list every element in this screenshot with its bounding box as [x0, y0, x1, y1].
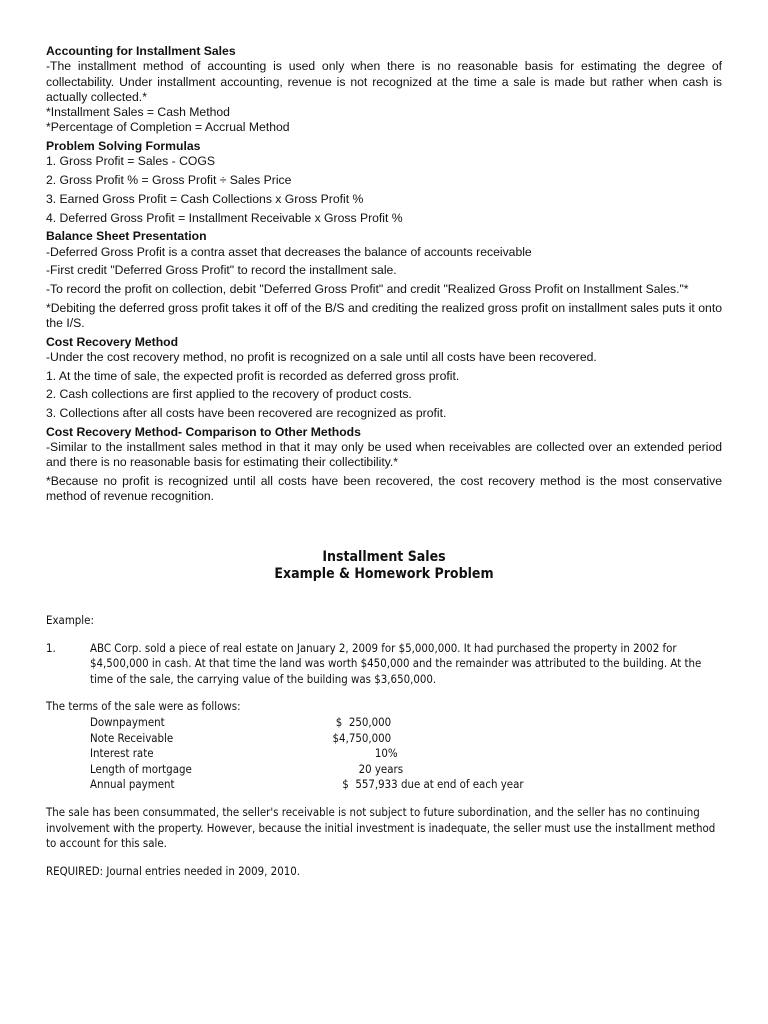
closing-paragraph: The sale has been consummated, the seller's receivable is not subject to future subordination, and the seller has no continuing involvement with the property. However, because the initial investment is inadequate, the seller must use the installment method to account for this sale.	[46, 804, 716, 851]
line: -Under the cost recovery method, no profit is recognized on a sale until all costs have been recovered.	[46, 349, 597, 364]
formula-4: 4. Deferred Gross Profit = Installment Receivable x Gross Profit %	[46, 210, 403, 225]
formula-1: 1. Gross Profit = Sales - COGS	[46, 154, 215, 169]
term-row-length-of-mortgage	[90, 762, 722, 778]
heading-installment-sales: Accounting for Installment Sales	[46, 44, 236, 58]
term-value: 10%	[300, 746, 398, 761]
line: -To record the profit on collection, debit "Deferred Gross Profit" and credit "Realized Gross Profit on Installment Sales."*	[46, 281, 689, 296]
heading-balance-sheet-presentation: Balance Sheet Presentation	[46, 229, 207, 244]
line: 3. Collections after all costs have been recovered are recognized as profit.	[46, 405, 447, 420]
section-title: Installment Sales	[322, 549, 446, 565]
example-label: Example:	[46, 613, 94, 627]
paragraph: *Debiting the deferred gross profit takes it off of the B/S and crediting the realized gross profit on installment sales puts it onto the I/S.	[46, 300, 722, 330]
term-label: Annual payment	[90, 777, 175, 792]
line: 2. Cash collections are first applied to the recovery of product costs.	[46, 387, 412, 402]
term-row-interest-rate	[90, 746, 722, 762]
term-value: $ 250,000	[300, 714, 392, 729]
term-row-annual-payment	[90, 777, 722, 793]
paragraph: *Because no profit is recognized until all costs have been recovered, the cost recovery method is the most conservative method of revenue recognition.	[46, 473, 722, 504]
heading-cost-recovery-comparison: Cost Recovery Method- Comparison to Other Methods	[46, 424, 361, 439]
term-value: 20 years	[300, 761, 404, 776]
paragraph: -Similar to the installment sales method in that it may only be used when receivables are collected over an extended period and there is no reasonable basis for estimating their collectibility.*	[46, 439, 722, 470]
heading-problem-solving-formulas: Problem Solving Formulas	[46, 139, 201, 154]
line: -Deferred Gross Profit is a contra asset that decreases the balance of accounts receivable	[46, 244, 532, 259]
heading-cost-recovery-method: Cost Recovery Method	[46, 334, 179, 349]
item-number: 1.	[46, 640, 56, 655]
example-item	[46, 641, 722, 688]
term-value: $4,750,000	[300, 730, 392, 745]
line: 1. At the time of sale, the expected profit is recorded as deferred gross profit.	[46, 368, 460, 383]
section-subtitle: Example & Homework Problem	[274, 566, 494, 582]
term-label: Interest rate	[90, 746, 154, 761]
term-label: Length of mortgage	[90, 761, 192, 776]
notes-section	[46, 44, 722, 504]
line: *Installment Sales = Cash Method	[46, 105, 230, 120]
formula-3: 3. Earned Gross Profit = Cash Collections x Gross Profit %	[46, 191, 364, 206]
line: -First credit "Deferred Gross Profit" to record the installment sale.	[46, 263, 397, 278]
paragraph: -The installment method of accounting is used only when there is no reasonable basis for estimating the degree of collectability. Under installment accounting, revenue is not recognized at the time a sale is made but rather when cash is actually collected.*	[46, 59, 722, 104]
term-value: $ 557,933 due at end of each year	[300, 777, 524, 792]
term-label: Downpayment	[90, 714, 165, 729]
term-row-downpayment	[90, 715, 722, 731]
term-label: Note Receivable	[90, 730, 174, 745]
formula-2: 2. Gross Profit % = Gross Profit ÷ Sales Price	[46, 173, 292, 188]
item-text: ABC Corp. sold a piece of real estate on January 2, 2009 for $5,000,000. It had purchased the property in 2002 for $4,500,000 in cash. At that time the land was worth $450,000 and the remainder was attributed to the building. At the time of the sale, the carrying value of the building was $3,650,000.	[90, 640, 702, 686]
term-row-note-receivable	[90, 731, 722, 747]
terms-list	[90, 715, 722, 793]
terms-intro: The terms of the sale were as follows:	[46, 699, 241, 714]
example-section	[46, 549, 722, 879]
required-line: REQUIRED: Journal entries needed in 2009, 2010.	[46, 863, 301, 878]
line: *Percentage of Completion = Accrual Method	[46, 120, 290, 135]
